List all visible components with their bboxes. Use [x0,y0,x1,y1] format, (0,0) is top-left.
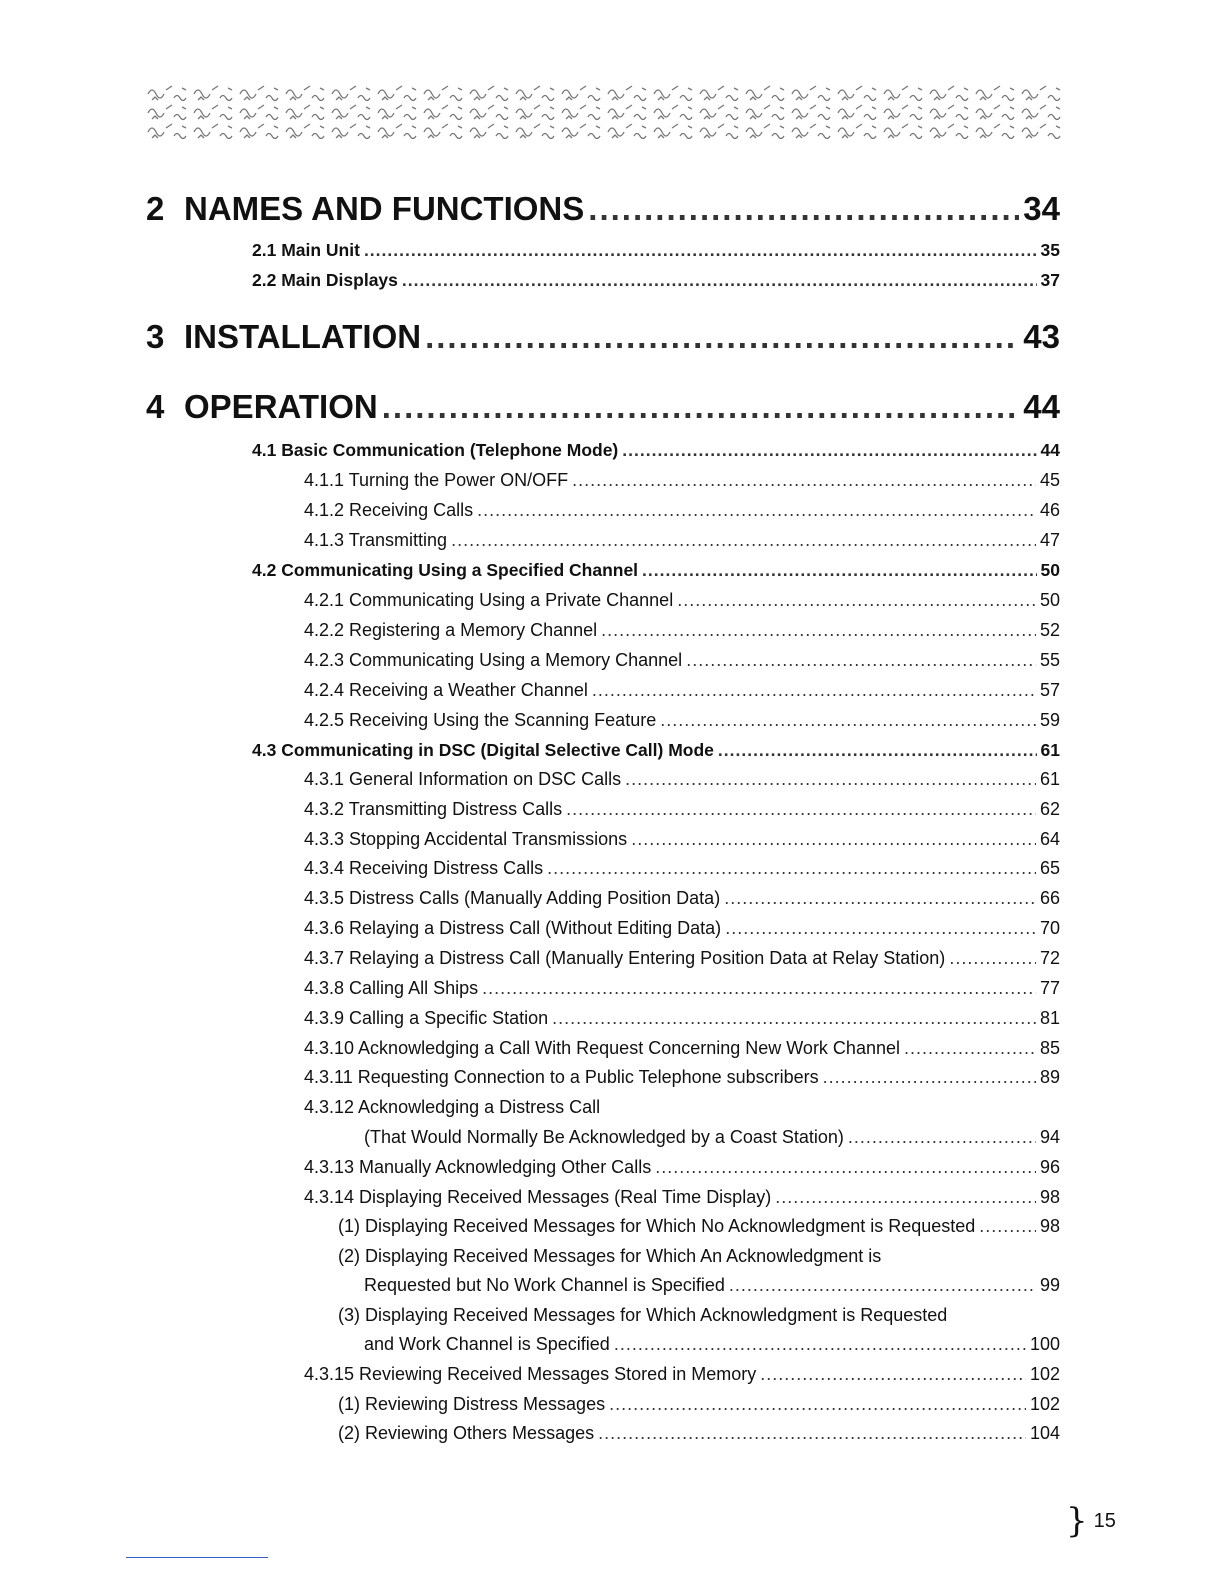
dot-leader [655,1157,1036,1178]
subsection-title: 4.3.5 Distress Calls (Manually Adding Position Data) [304,888,721,908]
page-number: 37 [1040,270,1060,290]
subsection-title: 4.3.6 Relaying a Distress Call (Without Editing Data) [304,918,722,938]
subsection-title: 4.3.4 Receiving Distress Calls [304,858,544,878]
dot-leader [979,1216,1036,1237]
toc-chapter-4[interactable] [146,388,1060,426]
chapter-number: 3 [146,318,165,355]
dot-leader [601,620,1036,641]
toc-item[interactable] [338,1423,1060,1444]
toc-subsection[interactable] [304,1008,1060,1029]
dot-leader [660,710,1036,731]
chapter-title: NAMES AND FUNCTIONS [184,190,585,227]
subsection-title: 4.3.7 Relaying a Distress Call (Manually Entering Position Data at Relay Station) [304,948,946,968]
toc-item-heading[interactable]: (2) Displaying Received Messages for Which An Acknowledgment is [338,1246,882,1266]
dot-leader [725,918,1036,939]
dot-leader [625,769,1036,790]
subsection-title: (That Would Normally Be Acknowledged by a Coast Station) [364,1127,844,1147]
dot-leader [949,948,1036,969]
page-number: 64 [1039,829,1060,849]
page-footer [1066,1501,1116,1541]
chapter-title: OPERATION [184,388,378,425]
toc-subsection[interactable] [304,829,1060,850]
toc-subsection[interactable] [304,590,1060,611]
page-number: 35 [1040,240,1060,260]
toc-section-2-1[interactable] [252,240,1060,261]
toc-item-continuation[interactable] [364,1275,1060,1296]
subsection-title: 4.3.15 Reviewing Received Messages Stored in Memory [304,1364,757,1384]
dot-leader [364,240,1037,261]
page-number: 61 [1039,769,1060,789]
page-number: 77 [1039,978,1060,998]
toc-section-4-3[interactable] [252,740,1060,761]
subsection-title: 4.3.2 Transmitting Distress Calls [304,799,563,819]
page-number: 85 [1039,1038,1060,1058]
dot-leader [642,560,1036,581]
section-title: 4.1 Basic Communication (Telephone Mode) [252,440,619,460]
toc-subsection[interactable] [304,888,1060,909]
page-number: 98 [1039,1187,1060,1207]
page-number: 102 [1029,1364,1060,1384]
section-title: 4.3 Communicating in DSC (Digital Selective Call) Mode [252,740,714,760]
toc-subsection[interactable] [304,650,1060,671]
toc-subsection[interactable] [304,1364,1060,1385]
subsection-title: 4.1.2 Receiving Calls [304,500,474,520]
dot-leader [724,888,1036,909]
page-number: 81 [1039,1008,1060,1028]
toc-subsection[interactable] [304,1067,1060,1088]
subsection-title: 4.3.3 Stopping Accidental Transmissions [304,829,628,849]
toc-section-4-2[interactable] [252,560,1060,581]
footer-page-number: 15 [1093,1509,1116,1532]
page-number: 94 [1039,1127,1060,1147]
subsection-title: 4.3.8 Calling All Ships [304,978,479,998]
dot-leader [592,680,1036,701]
dot-leader [482,978,1036,999]
toc-item[interactable] [338,1216,1060,1237]
subsection-title: 4.2.1 Communicating Using a Private Channel [304,590,674,610]
toc-section-4-1[interactable] [252,440,1060,461]
toc-subsection[interactable] [304,769,1060,790]
item-title: (1) Reviewing Distress Messages [338,1394,606,1414]
page-number: 100 [1029,1334,1060,1354]
subsection-title: 4.2.4 Receiving a Weather Channel [304,680,588,700]
dot-leader [609,1394,1026,1415]
subsection-title: 4.1.3 Transmitting [304,530,448,550]
toc-subsection[interactable] [304,918,1060,939]
brace-icon: } [1066,1501,1088,1541]
page-number: 99 [1039,1275,1060,1295]
dot-leader [823,1067,1036,1088]
page-number: 45 [1039,470,1060,490]
page-number: 104 [1029,1423,1060,1443]
section-title: 2.1 Main Unit [252,240,360,260]
toc-subsection[interactable] [304,620,1060,641]
footer-rule [126,1557,268,1558]
dot-leader [631,829,1036,850]
toc-subsection[interactable] [304,799,1060,820]
item-title: (2) Reviewing Others Messages [338,1423,595,1443]
toc-subsection[interactable] [304,470,1060,491]
subsection-title: 4.1.1 Turning the Power ON/OFF [304,470,569,490]
subsection-title: 4.3.9 Calling a Specific Station [304,1008,549,1028]
page-number: 44 [1040,440,1060,460]
page-number: 34 [1023,190,1060,227]
toc-subsection[interactable] [304,530,1060,551]
toc-subsection[interactable] [304,948,1060,969]
toc-subsection[interactable] [304,858,1060,879]
chapter-number: 4 [146,388,165,425]
toc-section-2-2[interactable] [252,270,1060,291]
toc-chapter-2[interactable] [146,190,1060,228]
dot-leader [718,740,1037,761]
page-number: 57 [1039,680,1060,700]
toc-subsection[interactable] [304,1157,1060,1178]
item-title: and Work Channel is Specified [364,1334,610,1354]
page-number: 46 [1039,500,1060,520]
page-number: 50 [1039,590,1060,610]
page-number: 98 [1039,1216,1060,1236]
subsection-title: 4.3.10 Acknowledging a Call With Request Concerning New Work Channel [304,1038,900,1058]
dot-leader [848,1127,1036,1148]
item-title: Requested but No Work Channel is Specified [364,1275,725,1295]
toc-subsection[interactable] [304,1187,1060,1208]
toc-subsection[interactable] [304,978,1060,999]
dot-leader [904,1038,1036,1059]
page-number: 43 [1023,318,1060,355]
page-number: 89 [1039,1067,1060,1087]
dot-leader [425,318,1019,356]
page-number: 59 [1039,710,1060,730]
chapter-number: 2 [146,190,165,227]
page-number: 50 [1040,560,1060,580]
item-title: (1) Displaying Received Messages for Which No Acknowledgment is Requested [338,1216,976,1236]
subsection-title: 4.2.3 Communicating Using a Memory Channel [304,650,683,670]
page-number: 62 [1039,799,1060,819]
toc-chapter-3[interactable] [146,318,1060,356]
page-number: 47 [1039,530,1060,550]
page-number: 44 [1023,388,1060,425]
subsection-title: 4.3.1 General Information on DSC Calls [304,769,622,789]
dot-leader [622,440,1036,461]
page-number: 70 [1039,918,1060,938]
chapter-title: INSTALLATION [184,318,422,355]
dot-leader [677,590,1036,611]
dot-leader [382,388,1020,426]
dot-leader [775,1187,1036,1208]
subsection-title: 4.3.13 Manually Acknowledging Other Calls [304,1157,652,1177]
page-number: 102 [1029,1394,1060,1414]
dot-leader [572,470,1036,491]
toc-subsection[interactable] [304,1038,1060,1059]
toc-item-heading[interactable]: (3) Displaying Received Messages for Which Acknowledgment is Requested [338,1305,948,1325]
page-number: 55 [1039,650,1060,670]
dot-leader [477,500,1036,521]
dot-leader [547,858,1036,879]
toc-subsection-heading[interactable]: 4.3.12 Acknowledging a Distress Call [304,1097,601,1117]
dot-leader [686,650,1036,671]
page-number: 96 [1039,1157,1060,1177]
toc-subsection-continuation[interactable] [364,1127,1060,1148]
subsection-title: 4.3.11 Requesting Connection to a Public Telephone subscribers [304,1067,819,1087]
section-title: 4.2 Communicating Using a Specified Channel [252,560,639,580]
page-number: 66 [1039,888,1060,908]
page-number: 61 [1040,740,1060,760]
toc-subsection[interactable] [304,680,1060,701]
dot-leader [614,1334,1026,1355]
dot-leader [402,270,1037,291]
toc-subsection[interactable] [304,710,1060,731]
dot-leader [566,799,1036,820]
toc-item-continuation[interactable] [364,1334,1060,1355]
dot-leader [760,1364,1026,1385]
page-number: 52 [1039,620,1060,640]
subsection-title: 4.2.5 Receiving Using the Scanning Feature [304,710,657,730]
dot-leader [598,1423,1026,1444]
subsection-title: 4.2.2 Registering a Memory Channel [304,620,598,640]
toc-item[interactable] [338,1394,1060,1415]
dot-leader [451,530,1036,551]
page-number: 72 [1039,948,1060,968]
dot-leader [588,190,1019,228]
subsection-title: 4.3.14 Displaying Received Messages (Real Time Display) [304,1187,772,1207]
decorative-header-banner [146,84,1066,142]
toc-subsection[interactable] [304,500,1060,521]
dot-leader [552,1008,1036,1029]
page-number: 65 [1039,858,1060,878]
dot-leader [729,1275,1036,1296]
section-title: 2.2 Main Displays [252,270,398,290]
